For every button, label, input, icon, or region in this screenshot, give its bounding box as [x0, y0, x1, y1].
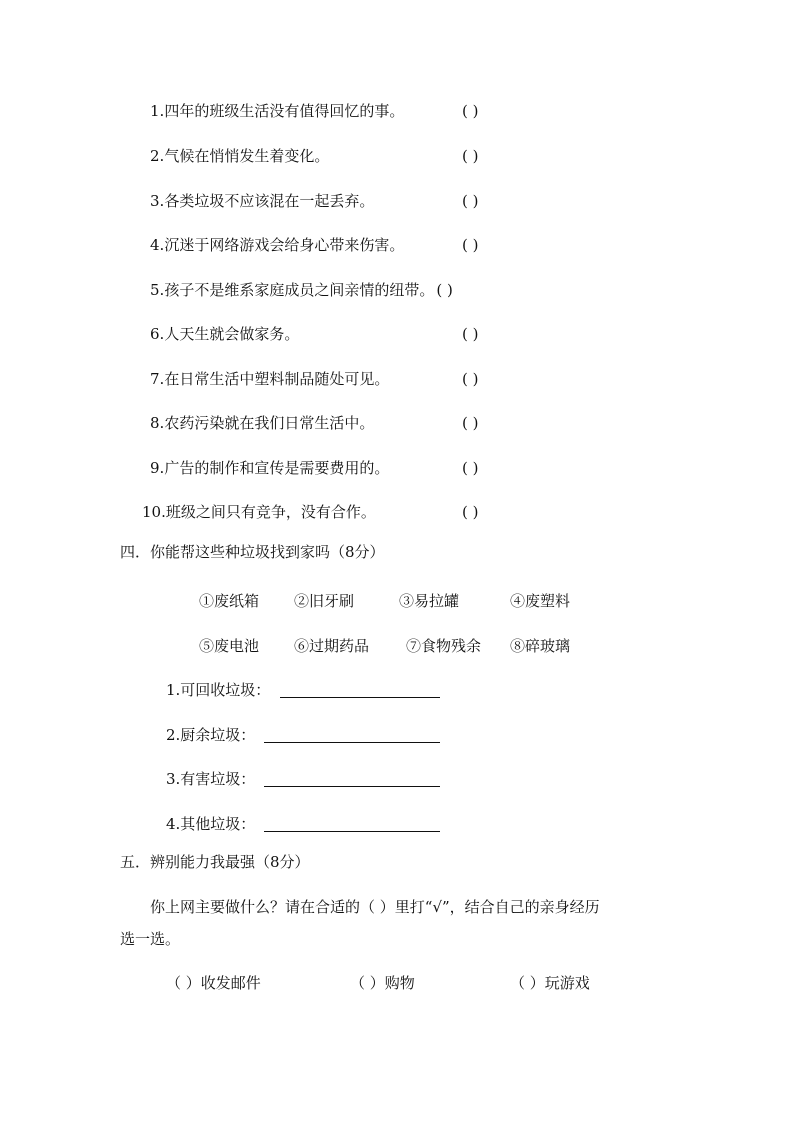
item-number: 2.: [150, 147, 165, 165]
answer-bracket[interactable]: ( ): [462, 414, 479, 432]
choice-label: 购物: [384, 974, 415, 992]
answer-bracket[interactable]: ( ): [462, 236, 479, 254]
choice-bracket[interactable]: （ ）: [350, 974, 385, 992]
answer-bracket[interactable]: ( ): [462, 102, 479, 120]
option-item: ①废纸箱: [199, 592, 260, 610]
section-heading: 五．辨别能力我最强（8分）: [120, 853, 310, 871]
judgement-item: [142, 502, 376, 522]
answer-bracket[interactable]: ( ): [436, 281, 453, 299]
item-number: 5.: [150, 281, 165, 299]
answer-blank-kitchen[interactable]: [264, 742, 440, 743]
item-number: 8.: [150, 414, 165, 432]
answer-bracket[interactable]: ( ): [462, 325, 479, 343]
option-item: ③易拉罐: [399, 592, 460, 610]
answer-blank-recyclable[interactable]: [280, 697, 440, 698]
answer-bracket[interactable]: ( ): [462, 459, 479, 477]
answer-bracket[interactable]: ( ): [462, 192, 479, 210]
item-text: 沉迷于网络游戏会给身心带来伤害。: [164, 236, 405, 254]
item-number: 9.: [150, 459, 165, 477]
answer-blank-other[interactable]: [264, 831, 440, 832]
judgement-item: [150, 191, 374, 211]
option-item: ⑧碎玻璃: [510, 637, 571, 655]
answer-bracket[interactable]: ( ): [462, 370, 479, 388]
category-label: 2.厨余垃圾：: [166, 726, 256, 744]
option-item: ④废塑料: [510, 592, 571, 610]
judgement-item: [150, 413, 374, 433]
item-number: 3.: [150, 192, 165, 210]
item-text: 四年的班级生活没有值得回忆的事。: [164, 102, 405, 120]
category-label: 1.可回收垃圾：: [166, 681, 271, 699]
judgement-item: [150, 146, 329, 166]
answer-bracket[interactable]: ( ): [462, 147, 479, 165]
item-text: 人天生就会做家务。: [164, 325, 300, 343]
answer-bracket[interactable]: ( ): [462, 503, 479, 521]
item-text: 各类垃圾不应该混在一起丢弃。: [164, 192, 375, 210]
choice-item: [510, 973, 590, 993]
judgement-item: [150, 458, 389, 478]
item-number: 4.: [150, 236, 165, 254]
item-text: 气候在悄悄发生着变化。: [164, 147, 330, 165]
item-text: 广告的制作和宣传是需要费用的。: [164, 459, 390, 477]
choice-item: [166, 973, 261, 993]
choice-label: 收发邮件: [200, 974, 261, 992]
item-text: 在日常生活中塑料制品随处可见。: [164, 370, 390, 388]
option-item: ⑥过期药品: [294, 637, 370, 655]
item-text: 农药污染就在我们日常生活中。: [164, 414, 375, 432]
section-heading: 四．你能帮这些种垃圾找到家吗（8分）: [120, 543, 385, 561]
item-number: 10.: [142, 503, 166, 521]
item-number: 7.: [150, 370, 165, 388]
option-item: ⑦食物残余: [406, 637, 482, 655]
judgement-item: [150, 101, 404, 121]
category-label: 4.其他垃圾：: [166, 815, 256, 833]
choice-bracket[interactable]: （ ）: [510, 974, 545, 992]
judgement-item: [150, 280, 453, 300]
judgement-item: [150, 235, 404, 255]
choice-bracket[interactable]: （ ）: [166, 974, 201, 992]
option-item: ⑤废电池: [199, 637, 260, 655]
item-text: 孩子不是维系家庭成员之间亲情的纽带。: [164, 281, 435, 299]
judgement-item: [150, 324, 299, 344]
choice-item: [350, 973, 415, 993]
answer-blank-hazardous[interactable]: [264, 786, 440, 787]
category-label: 3.有害垃圾：: [166, 770, 256, 788]
item-number: 1.: [150, 102, 165, 120]
item-number: 6.: [150, 325, 165, 343]
judgement-item: [150, 369, 389, 389]
choice-label: 玩游戏: [544, 974, 590, 992]
option-item: ②旧牙刷: [294, 592, 355, 610]
instruction-text: 你上网主要做什么？请在合适的（ ）里打“√”，结合自己的亲身经历: [150, 898, 600, 916]
item-text: 班级之间只有竞争，没有合作。: [165, 503, 376, 521]
instruction-text: 选一选。: [120, 930, 181, 948]
